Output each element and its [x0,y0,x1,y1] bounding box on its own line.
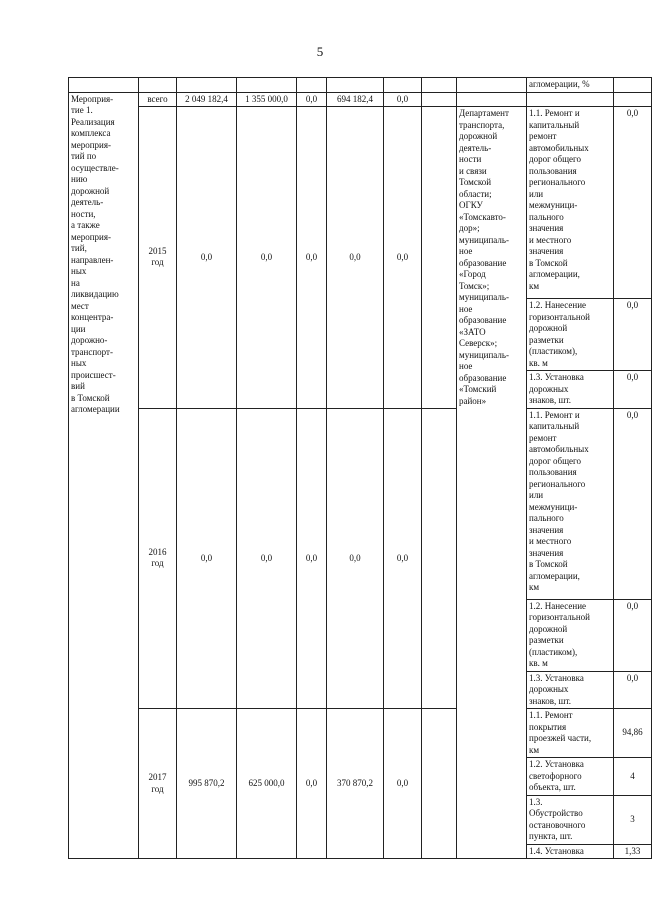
year-federal: 0,0 [237,408,297,709]
year-regional: 0,0 [297,107,327,409]
total-row [69,92,652,107]
year-municipal: 0,0 [327,107,384,409]
year-municipal: 370 870,2 [327,709,384,859]
indicator-name: 1.4. Установка [527,844,614,859]
year-total: 0,0 [177,107,237,409]
measure-name: Мероприя- тие 1. Реализация комплекса мероприя- тий по осуществле- нию дорожной деятель- ности, а также мероприя- тий, направлен- ных на ликвидацию мест концентра- ции дорожно- транспорт- ных происшест- вий в Томской агломерации [69,92,139,859]
sum-regional: 0,0 [297,92,327,107]
page-number: 5 [316,44,324,59]
year-total: 0,0 [177,408,237,709]
empty-cell [422,709,457,859]
indicator-name: 1.2. Нанесение горизонтальной дорожной разметки (пластиком), кв. м [527,599,614,671]
indicator-name: 1.3. Установка дорожных знаков, шт. [527,371,614,409]
executor: Департамент транспорта, дорожной деятель- ности и связи Томской области; ОГКУ «Томскавто- дор»; муниципаль- ное образование «Город Томск»; муниципаль- ное образование «ЗАТО Северск»; муниципаль- ное образование «Томский район» [457,107,527,859]
indicator-value: 1,33 [614,844,652,859]
sum-other: 0,0 [384,92,422,107]
measures-table [68,77,652,859]
indicator-name: 1.2. Нанесение горизонтальной дорожной разметки (пластиком), кв. м [527,299,614,371]
indicator-value: 0,0 [614,371,652,409]
year-federal: 625 000,0 [237,709,297,859]
year-other: 0,0 [384,408,422,709]
year-row [69,408,652,599]
period-total: всего [139,92,177,107]
sum-municipal: 694 182,4 [327,92,384,107]
year-municipal: 0,0 [327,408,384,709]
indicator-value: 4 [614,758,652,796]
indicator-name: 1.3. Обустройство остановочного пункта, шт. [527,795,614,844]
indicator-value: 0,0 [614,107,652,299]
year-period: 2017 год [139,709,177,859]
indicator-name: 1.2. Установка светофорного объекта, шт. [527,758,614,796]
year-row [69,107,652,299]
continuation-row [69,78,652,93]
indicator-name: 1.1. Ремонт и капитальный ремонт автомобильных дорог общего пользования регионального или межмуници- пального значения и местного значения в Томской агломерации, км [527,408,614,599]
indicator-name: 1.1. Ремонт покрытия проезжей части, км [527,709,614,758]
indicator-value: 0,0 [614,671,652,709]
indicator-value: 0,0 [614,299,652,371]
empty-cell [422,408,457,709]
sum-total: 2 049 182,4 [177,92,237,107]
indicator-value: 0,0 [614,599,652,671]
year-federal: 0,0 [237,107,297,409]
sum-federal: 1 355 000,0 [237,92,297,107]
year-row [69,709,652,758]
indicator-value: 0,0 [614,408,652,599]
year-other: 0,0 [384,709,422,859]
indicator-value: 3 [614,795,652,844]
year-regional: 0,0 [297,408,327,709]
indicator-value: 94,86 [614,709,652,758]
year-other: 0,0 [384,107,422,409]
year-period: 2015 год [139,107,177,409]
empty-cell [422,107,457,409]
indicator-name: 1.3. Установка дорожных знаков, шт. [527,671,614,709]
year-regional: 0,0 [297,709,327,859]
year-total: 995 870,2 [177,709,237,859]
indicator-name: 1.1. Ремонт и капитальный ремонт автомобильных дорог общего пользования регионального или межмуници- пального значения и местного значения в Томской агломерации, км [527,107,614,299]
indicator-cell: агломерации, % [527,78,614,93]
year-period: 2016 год [139,408,177,709]
